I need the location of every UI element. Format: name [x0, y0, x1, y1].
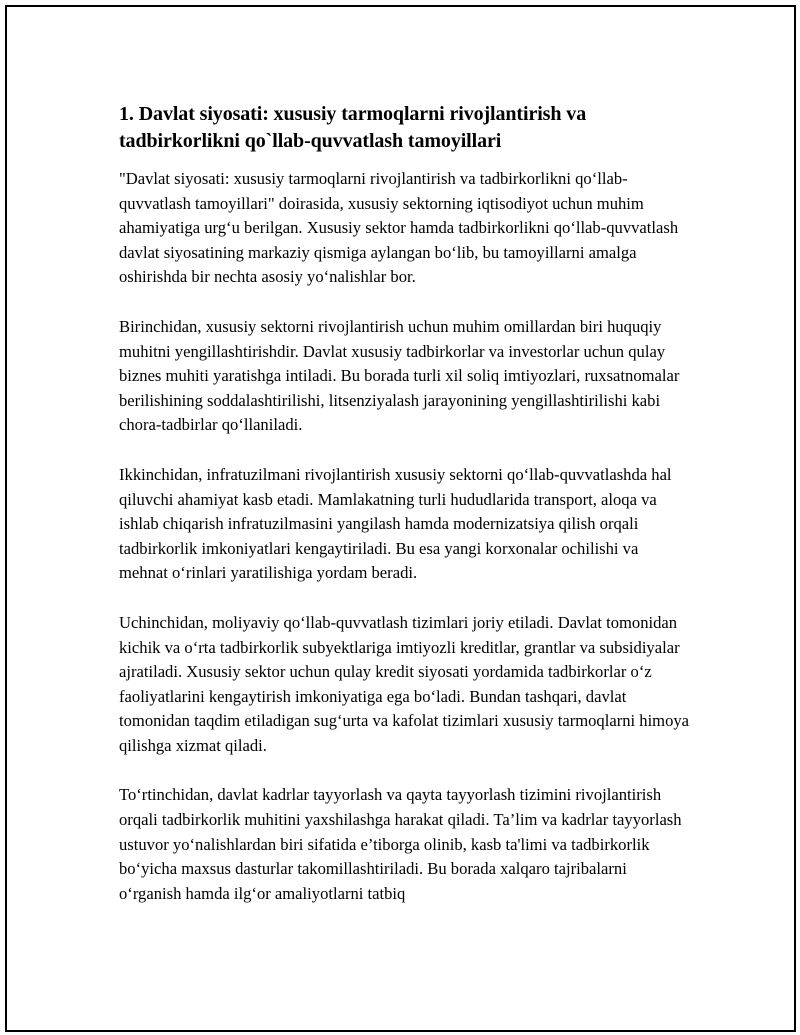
paragraph-third-point: Uchinchidan, moliyaviy qo‘llab-quvvatlash tizimlari joriy etiladi. Davlat tomonidan kichik va o‘rta tadbirkorlik subyektlariga imtiyozli kreditlar, grantlar va subsidiyalar ajratiladi. Xususiy sektor uchun qulay kredit siyosati yordamida tadbirkorlar o‘z faoliyatlarini kengaytirish imkoniyatiga ega bo‘ladi. Bundan tashqari, davlat tomonidan taqdim etiladigan sug‘urta va kafolat tizimlari xususiy tarmoqlarni himoya qilishga xizmat qiladi.	[119, 612, 690, 755]
page-frame	[5, 5, 796, 1032]
document-body	[119, 101, 691, 931]
section-heading: 1. Davlat siyosati: xususiy tarmoqlarni rivojlantirish va tadbirkorlikni qo`llab-quvvatlash tamoyillari	[119, 103, 587, 152]
paragraph-intro: "Davlat siyosati: xususiy tarmoqlarni rivojlantirish va tadbirkorlikni qo‘llab-quvvatlash tamoyillari" doirasida, xususiy sektorning iqtisodiyot uchun muhim ahamiyatiga urg‘u berilgan. Xususiy sektor hamda tadbirkorlikni qo‘llab-quvvatlash davlat siyosatining markaziy qismiga aylangan bo‘lib, bu tamoyillarni amalga oshirishda bir nechta asosiy yo‘nalishlar bor.	[119, 169, 679, 287]
paragraph-fourth-point: To‘rtinchidan, davlat kadrlar tayyorlash va qayta tayyorlash tizimini rivojlantirish orqali tadbirkorlik muhitini yaxshilashga harakat qiladi. Ta’lim va kadrlar tayyorlash ustuvor yo‘nalishlardan biri sifatida e’tiborga olinib, kasb ta'limi va tadbirkorlik bo‘yicha maxsus dasturlar takomillashtiriladi. Bu borada xalqaro tajribalarni o‘rganish hamda ilg‘or amaliyotlarni tatbiq	[119, 785, 682, 903]
paragraph-first-point: Birinchidan, xususiy sektorni rivojlantirish uchun muhim omillardan biri huquqiy muhitni yengillashtirishdir. Davlat xususiy tadbirkorlar va investorlar uchun qulay biznes muhiti yaratishga intiladi. Bu borada turli xil soliq imtiyozlari, ruxsatnomalar berilishining soddalashtirilishi, litsenziyalash jarayonining yengillashtirilishi kabi chora-tadbirlar qo‘llaniladi.	[119, 316, 680, 435]
paragraph-second-point: Ikkinchidan, infratuzilmani rivojlantirish xususiy sektorni qo‘llab-quvvatlashda hal qiluvchi ahamiyat kasb etadi. Mamlakatning turli hududlarida transport, aloqa va ishlab chiqarish infratuzilmasini yangilash hamda modernizatsiya qilish orqali tadbirkorlik imkoniyatlari kengaytiriladi. Bu esa yangi korxonalar ochilishi va mehnat o‘rinlari yaratilishiga yordam beradi.	[119, 464, 672, 583]
